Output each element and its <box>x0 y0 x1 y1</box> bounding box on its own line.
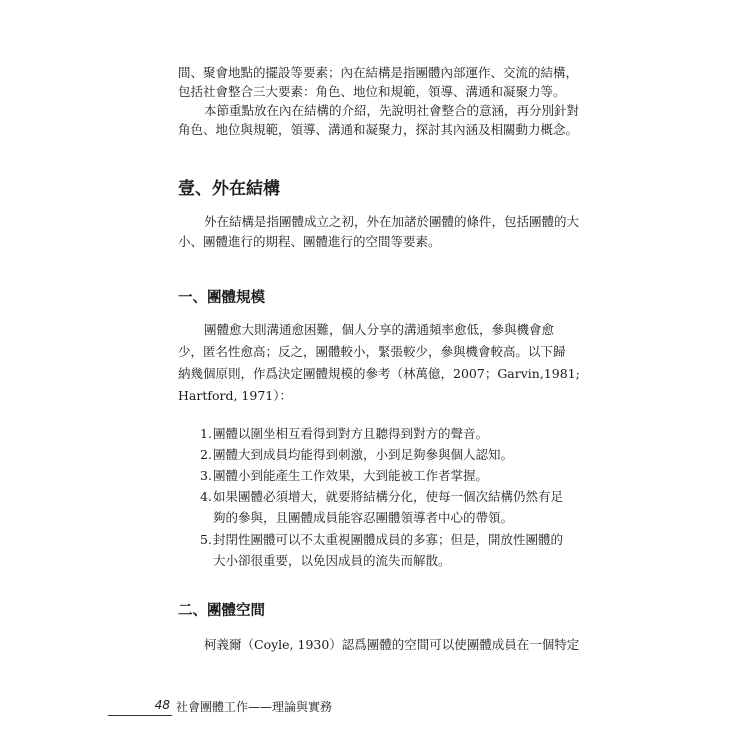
list-item-text: 團體以圍坐相互看得到對方且聽得到對方的聲音。 <box>213 426 489 441</box>
running-title: 社會團體工作——理論與實務 <box>176 700 333 714</box>
sub1-para-line-2: 少，匿名性愈高；反之，團體較小，緊張較少，參與機會較高。以下歸 <box>178 344 566 359</box>
list-item <box>200 531 590 549</box>
subheading-group-size: 一、團體規模 <box>178 290 265 306</box>
section1-para-line-2: 小、團體進行的期程、團體進行的空間等要素。 <box>178 234 441 249</box>
list-item-text: 如果團體必須增大，就要將結構分化，使每一個次結構仍然有足 <box>213 489 564 504</box>
list-item <box>200 467 590 485</box>
list-item-number: 5. <box>200 532 212 547</box>
list-item <box>200 446 590 464</box>
page-number: 48 <box>154 698 170 712</box>
section-heading-external-structure: 壹、外在結構 <box>178 179 280 199</box>
intro-line-2: 包括社會整合三大要素：角色、地位和規範，領導、溝通和凝聚力等。 <box>178 84 566 99</box>
list-item-continuation: 大小卻很重要，以免因成員的流失而解散。 <box>213 553 451 568</box>
list-item <box>200 425 590 443</box>
intro-line-1: 間、聚會地點的擺設等要素；內在結構是指團體內部運作、交流的結構， <box>178 65 579 80</box>
intro-line-4: 角色、地位與規範，領導、溝通和凝聚力，探討其內涵及相關動力概念。 <box>178 122 579 137</box>
list-item-text: 團體大到成員均能得到刺激，小到足夠參與個人認知。 <box>213 447 514 462</box>
page-footer <box>108 697 668 717</box>
list-item-number: 3. <box>200 468 212 483</box>
list-item-text: 團體小到能產生工作效果，大到能被工作者掌握。 <box>213 468 489 483</box>
sub1-para-line-4: Hartford, 1971）： <box>178 388 292 403</box>
list-item-number: 1. <box>200 426 212 441</box>
footer-rule <box>108 715 172 716</box>
list-item-continuation: 夠的參與，且團體成員能容忍團體領導者中心的帶領。 <box>213 510 514 525</box>
sub2-para-line-1: 柯義爾（Coyle, 1930）認爲團體的空間可以使團體成員在一個特定 <box>204 637 580 652</box>
list-item-number: 2. <box>200 447 212 462</box>
list-item-text: 封閉性團體可以不太重視團體成員的多寡；但是，開放性團體的 <box>213 532 564 547</box>
intro-line-3: 本節重點放在內在結構的介紹，先說明社會整合的意涵，再分別針對 <box>204 103 580 118</box>
subheading-group-space: 二、團體空間 <box>178 603 265 619</box>
section1-para-line-1: 外在結構是指團體成立之初，外在加諸於團體的條件，包括團體的大 <box>204 214 580 229</box>
sub1-para-line-1: 團體愈大則溝通愈困難，個人分享的溝通頻率愈低，參與機會愈 <box>204 322 555 337</box>
list-item <box>200 488 590 506</box>
sub1-para-line-3: 納幾個原則，作爲決定團體規模的參考（林萬億，2007；Garvin,1981; <box>178 366 580 381</box>
list-item-number: 4. <box>200 489 212 504</box>
